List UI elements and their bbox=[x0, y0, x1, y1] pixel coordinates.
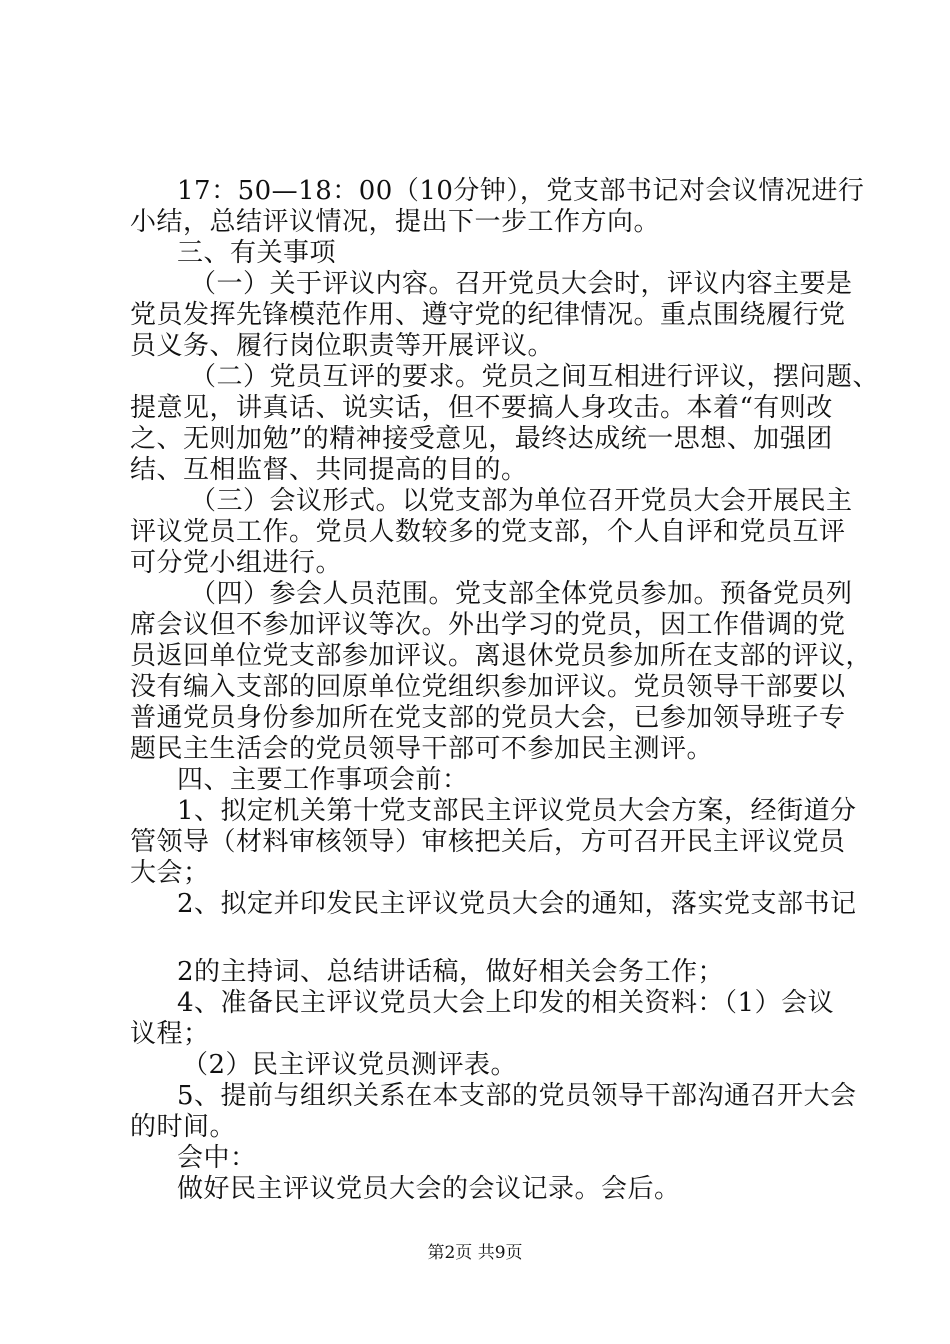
paragraph-line: 员义务、履行岗位职责等开展评议。 bbox=[130, 331, 555, 361]
paragraph-line: 1、拟定机关第十党支部民主评议党员大会方案，经街道分 bbox=[177, 796, 857, 826]
document-body bbox=[130, 176, 880, 1205]
paragraph-line: 评议党员工作。党员人数较多的党支部，个人自评和党员互评 bbox=[130, 517, 846, 547]
paragraph-line: 可分党小组进行。 bbox=[130, 548, 343, 578]
paragraph-line: 管领导（材料审核领导）审核把关后，方可召开民主评议党员 bbox=[130, 827, 846, 857]
paragraph-line: 2、拟定并印发民主评议党员大会的通知，落实党支部书记 bbox=[177, 889, 857, 919]
paragraph-line: 席会议但不参加评议等次。外出学习的党员，因工作借调的党 bbox=[130, 610, 846, 640]
paragraph-line: 党员发挥先锋模范作用、遵守党的纪律情况。重点围绕履行党 bbox=[130, 300, 846, 330]
paragraph-line: （一）关于评议内容。召开党员大会时，评议内容主要是 bbox=[190, 269, 853, 299]
paragraph-line: 会中： bbox=[177, 1143, 257, 1173]
paragraph-line: 普通党员身份参加所在党支部的党员大会，已参加领导班子专 bbox=[130, 703, 846, 733]
paragraph-line: 题民主生活会的党员领导干部可不参加民主测评。 bbox=[130, 734, 714, 764]
paragraph-line: 4、准备民主评议党员大会上印发的相关资料：（1）会议 bbox=[177, 988, 835, 1018]
page-number-footer: 第2页 共9页 bbox=[427, 1243, 523, 1263]
paragraph-line: 议程； bbox=[130, 1019, 210, 1049]
section-heading: 三、有关事项 bbox=[177, 238, 337, 268]
page-break-gap bbox=[130, 920, 830, 957]
paragraph-line: 大会； bbox=[130, 858, 210, 888]
paragraph-line: （2）民主评议党员测评表。 bbox=[182, 1050, 518, 1080]
paragraph-line: （三）会议形式。以党支部为单位召开党员大会开展民主 bbox=[190, 486, 853, 516]
paragraph-line: 之、无则加勉”的精神接受意见，最终达成统一思想、加强团 bbox=[130, 424, 833, 454]
paragraph-line: 17：50—18：00（10分钟），党支部书记对会议情况进行 bbox=[177, 176, 865, 206]
paragraph-line: 2的主持词、总结讲话稿，做好相关会务工作； bbox=[177, 957, 725, 987]
paragraph-line: （四）参会人员范围。党支部全体党员参加。预备党员列 bbox=[190, 579, 853, 609]
paragraph-line: 没有编入支部的回原单位党组织参加评议。党员领导干部要以 bbox=[130, 672, 846, 702]
paragraph-line: 做好民主评议党员大会的会议记录。会后。 bbox=[177, 1174, 681, 1204]
paragraph-line: 5、提前与组织关系在本支部的党员领导干部沟通召开大会 bbox=[177, 1081, 857, 1111]
paragraph-line: （二）党员互评的要求。党员之间互相进行评议，摆问题、 bbox=[190, 362, 880, 392]
paragraph-line: 员返回单位党支部参加评议。离退休党员参加所在支部的评议， bbox=[130, 641, 873, 671]
paragraph-line: 提意见，讲真话、说实话，但不要搞人身攻击。本着“有则改 bbox=[130, 393, 833, 423]
section-heading: 四、主要工作事项会前： bbox=[177, 765, 469, 795]
paragraph-line: 的时间。 bbox=[130, 1112, 237, 1142]
paragraph-line: 小结，总结评议情况，提出下一步工作方向。 bbox=[130, 207, 661, 237]
paragraph-line: 结、互相监督、共同提高的目的。 bbox=[130, 455, 528, 485]
